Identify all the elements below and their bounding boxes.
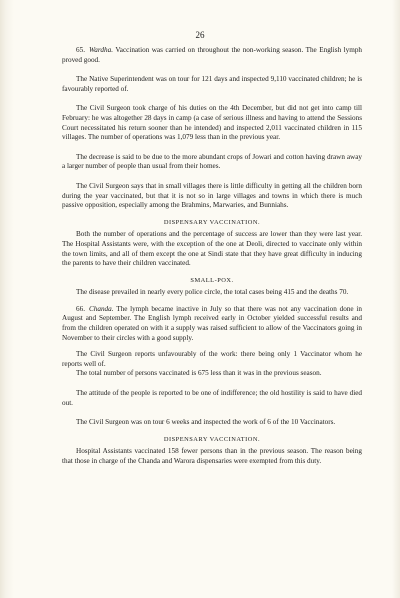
paragraph-attitude: The attitude of the people is reported to be one of indifference; the old hostility is said to have died out. [62, 389, 362, 407]
section-heading-dispensary-vaccination: DISPENSARY VACCINATION. [163, 218, 261, 226]
paragraph-65-wardha [62, 46, 362, 65]
page-number: 26 [195, 30, 205, 40]
paragraph-dispensary-operations: Both the number of operations and the percentage of success are lower than they were last year. The Hospital Assistants were, with the exception of the one at Deoli, directed to vaccinate only within the town limits, and all of them except the one at Sindi state that they have great difficulty in inducing the parents to have their children vaccinated. [62, 230, 362, 268]
paragraph-civil-surgeon-tour: The Civil Surgeon was on tour 6 weeks and inspected the work of 6 of the 10 Vaccinators. [76, 418, 336, 427]
paragraph-civil-surgeon-charge: The Civil Surgeon took charge of his duties on the 4th December, but did not get into camp till February: he was altogether 28 days in camp (a case of serious illness and having to attend the Sessions Court necessitated his return sooner than he intended) and inspected 2,011 vaccinated children in 115 villages. The number of operations was 1,079 less than in the previous year. [62, 104, 362, 142]
report-body [62, 46, 362, 467]
paragraph-small-pox: The disease prevailed in nearly every police circle, the total cases being 415 and the deaths 70. [76, 288, 349, 297]
paragraph-number: 66. [76, 304, 85, 313]
paragraph-text: Vaccination was carried on throughout the non-working season. The English lymph proved good. [62, 46, 363, 64]
district-name: Wardha. [88, 46, 114, 54]
district-name: Chanda. [88, 304, 114, 313]
section-heading-small-pox: SMALL-POX. [190, 276, 234, 284]
paragraph-total-vaccinated: The total number of persons vaccinated is 675 less than it was in the previous season. [76, 369, 322, 378]
section-heading-dispensary-vaccination-2: DISPENSARY VACCINATION. [163, 435, 261, 443]
paragraph-unfavourable-report: The Civil Surgeon reports unfavourably of the work: there being only 1 Vaccinator whom he reports well of. [62, 350, 362, 368]
paragraph-hospital-assistants: Hospital Assistants vaccinated 158 fewer persons than in the previous season. The reason being that those in charge of the Chanda and Warora dispensaries were exempted from this duty. [62, 447, 362, 465]
paragraph-66-chanda [62, 305, 362, 343]
paragraph-number: 65. [76, 46, 85, 54]
paragraph-text: The lymph became inactive in July so that there was not any vaccination done in August and September. The English lymph received early in October yielded successful results and from the children operated on with it a supply was raised sufficient to allow of the Vaccinators going in November to their circles with a good supply. [62, 304, 362, 342]
paragraph-small-villages: The Civil Surgeon says that in small villages there is little difficulty in getting all the children born during the year vaccinated, but that it is not so in large villages and towns in which there is much passive opposition, especially among the Brahmins, Marwaries, and Bunniahs. [62, 181, 362, 210]
paragraph-decrease: The decrease is said to be due to the more abundant crops of Jowari and cotton having drawn away a larger number of people than usual from their homes. [62, 152, 362, 171]
paragraph-native-superintendent: The Native Superintendent was on tour for 121 days and inspected 9,110 vaccinated children; he is favourably reported of. [62, 75, 362, 93]
